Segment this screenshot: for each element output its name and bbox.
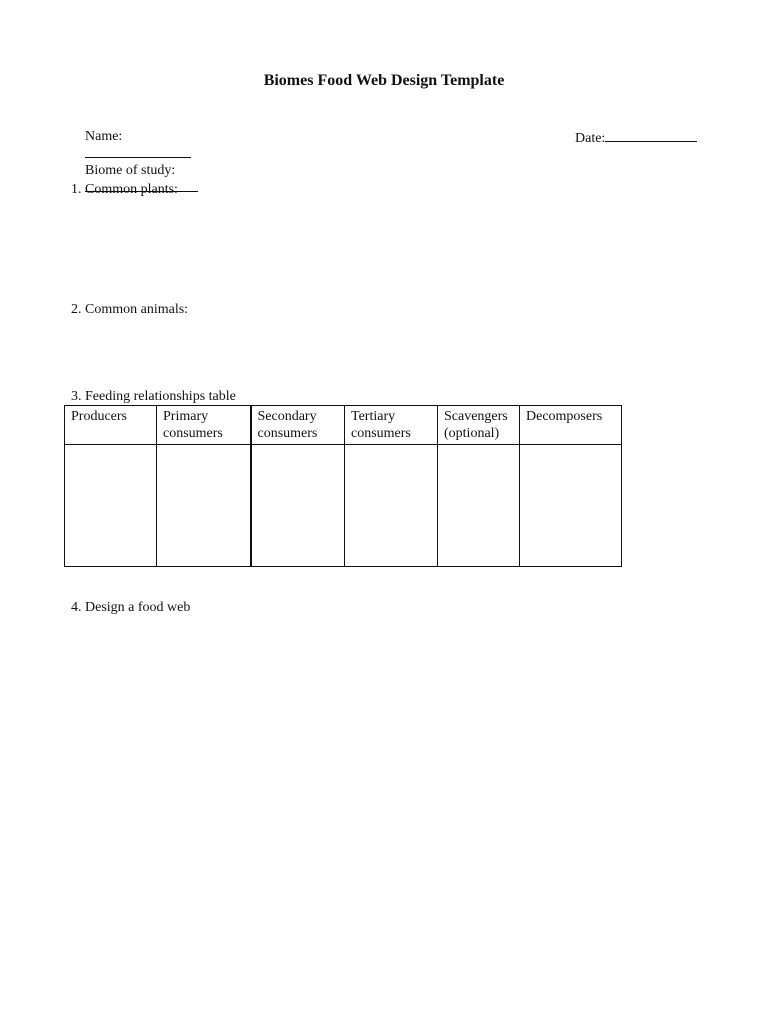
name-label: Name: — [85, 129, 123, 144]
date-field[interactable] — [605, 129, 697, 142]
cell-producers[interactable] — [65, 445, 157, 567]
header-tertiary-consumers: Tertiary consumers — [345, 406, 438, 445]
feeding-relationships-table — [64, 405, 622, 567]
cell-tertiary-consumers[interactable] — [345, 445, 438, 567]
section-feeding-table: 3. Feeding relationships table — [71, 389, 236, 404]
table-row — [65, 445, 622, 567]
cell-decomposers[interactable] — [520, 445, 622, 567]
section-common-plants: 1. Common plants: — [71, 182, 178, 197]
table-header-row — [65, 406, 622, 445]
cell-scavengers[interactable] — [438, 445, 520, 567]
section-common-animals: 2. Common animals: — [71, 302, 189, 317]
cell-secondary-consumers[interactable] — [251, 445, 345, 567]
date-label: Date: — [575, 131, 606, 146]
section-food-web: 4. Design a food web — [71, 600, 191, 615]
biome-label: Biome of study: — [85, 163, 176, 178]
header-primary-consumers: Primary consumers — [157, 406, 251, 445]
header-producers: Producers — [65, 406, 157, 445]
header-scavengers: Scavengers (optional) — [438, 406, 520, 445]
header-decomposers: Decomposers — [520, 406, 622, 445]
header-secondary-consumers: Secondary consumers — [251, 406, 345, 445]
cell-primary-consumers[interactable] — [157, 445, 251, 567]
date-line — [561, 113, 697, 163]
biome-line — [71, 147, 198, 213]
document-title: Biomes Food Web Design Template — [263, 72, 505, 89]
